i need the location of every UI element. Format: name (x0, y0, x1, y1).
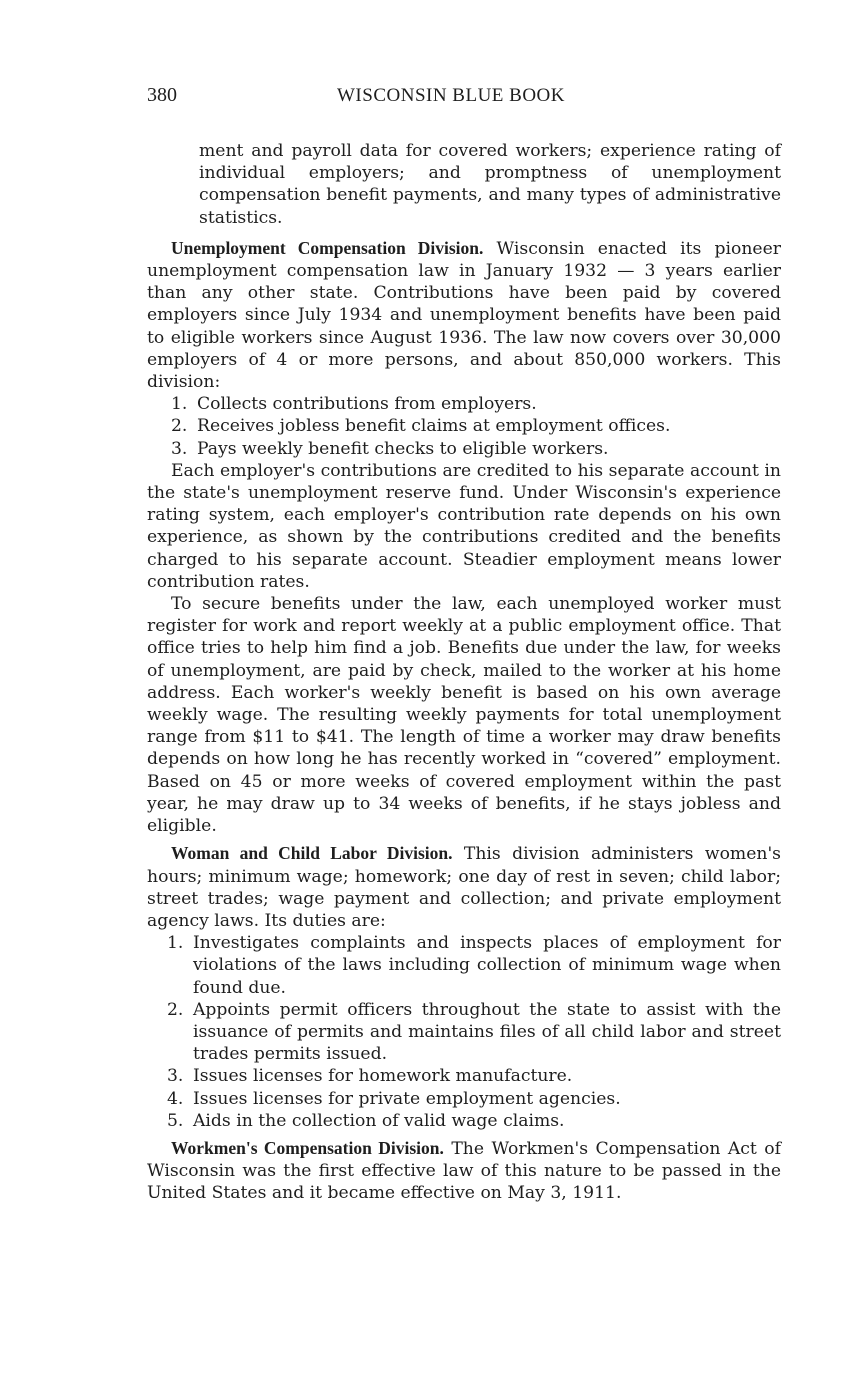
page-number: 380 (147, 84, 177, 106)
list-item-text: Issues licenses for private employment agencies. (193, 1088, 621, 1109)
list-item-number: 4. (167, 1088, 184, 1109)
list-item-text: Aids in the collection of valid wage claims. (193, 1110, 565, 1131)
list-item-number: 3. (171, 438, 188, 459)
list-item (147, 1088, 781, 1110)
list-item-number: 1. (167, 933, 184, 954)
list-item (147, 1065, 781, 1087)
list-item-text: Collects contributions from employers. (197, 394, 537, 415)
list-item-number: 3. (167, 1066, 184, 1087)
unemployment-heading: Unemployment Compensation Division. (171, 237, 484, 258)
contributions-paragraph: Each employer's contributions are credited to his separate account in the state's unemployment reserve fund. Under Wisconsin's experience rating system, each employer's contribution rate depends on his own experience, as shown by the contributions credited and the benefits charged to his separate account. Steadier employment means lower contribution rates. (147, 460, 781, 592)
list-item (147, 393, 781, 415)
list-item (147, 1110, 781, 1132)
list-item (147, 999, 781, 1066)
unemployment-intro-paragraph (147, 237, 781, 393)
list-item (147, 438, 781, 460)
list-item-text: Receives jobless benefit claims at employment offices. (197, 416, 671, 437)
list-item-number: 2. (171, 416, 188, 437)
list-item-text: Issues licenses for homework manufacture. (193, 1066, 573, 1087)
list-item-number: 1. (171, 394, 188, 415)
list-item (147, 932, 781, 999)
benefits-paragraph: To secure benefits under the law, each unemployed worker must register for work and report weekly at a public employment office. That office tries to help him find a job. Benefits due under the law, for weeks of unemployment, are paid by check, mailed to the worker at his home address. Each worker's weekly benefit is based on his own average weekly wage. The resulting weekly payments for total unemployment range from $11 to $41. The length of time a worker may draw benefits depends on how long he has recently worked in “covered” employment. Based on 45 or more weeks of covered employment within the past year, he may draw up to 34 weeks of benefits, if he stays jobless and eligible. (147, 594, 781, 837)
list-item-text: Pays weekly benefit checks to eligible workers. (197, 438, 609, 459)
workmens-intro-paragraph (147, 1137, 781, 1205)
list-item-text: Investigates complaints and inspects places of employment for violations of the laws including collection of minimum wage when found due. (193, 933, 781, 998)
woman-child-intro-paragraph (147, 842, 781, 932)
list-item-number: 5. (167, 1110, 184, 1131)
unemployment-duties-list (147, 393, 781, 460)
list-item-text: Appoints permit officers throughout the state to assist with the issuance of permits and maintains files of all child labor and street trades permits issued. (193, 999, 781, 1065)
woman-child-duties-list (147, 932, 781, 1132)
woman-child-heading: Woman and Child Labor Division. (171, 843, 453, 864)
unemployment-intro-text: Wisconsin enacted its pioneer unemployment compensation law in January 1932 — 3 years earlier than any other state. Contributions have been paid by covered employers since July 1934 and unemployment benefits have been paid to eligible workers since August 1936. The law now covers over 30,000 employers of 4 or more persons, and about 850,000 workers. This division: (147, 238, 781, 393)
intro-fragment: ment and payroll data for covered workers; experience rating of individual employers; and promptness of unemployment compensation benefit payments, and many types of administrative statistics. (199, 141, 781, 228)
running-head: WISCONSIN BLUE BOOK (337, 85, 565, 106)
page (147, 84, 781, 1205)
list-item (147, 415, 781, 437)
page-header (147, 84, 781, 116)
woman-child-intro-text: This division administers women's hours; minimum wage; homework; one day of rest in seven; child labor; street trades; wage payment and collection; and private employment agency laws. Its duties are: (147, 844, 781, 931)
workmens-heading: Workmen's Compensation Division. (171, 1137, 444, 1158)
list-item-number: 2. (167, 999, 184, 1020)
workmens-intro-text: The Workmen's Compensation Act of Wisconsin was the first effective law of this nature to be passed in the United States and it became effective on May 3, 1911. (147, 1138, 782, 1204)
